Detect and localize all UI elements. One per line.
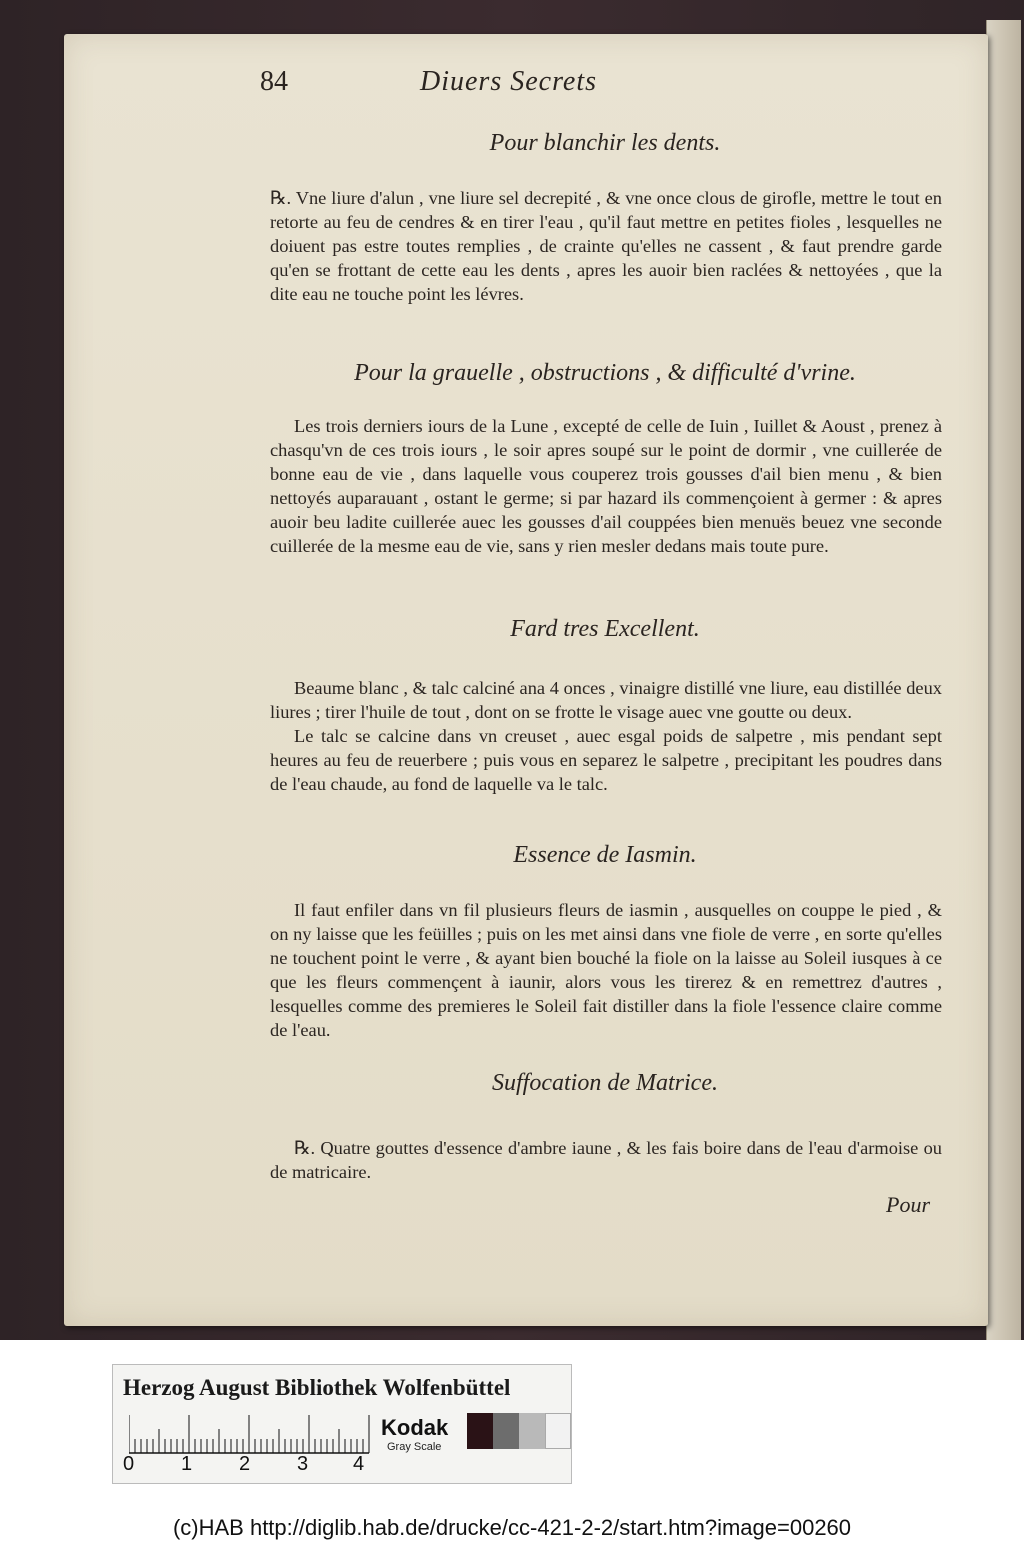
paragraph: Beaume blanc , & talc calciné ana 4 onces , vinaigre distillé vne liure, eau distillée deux liures ; tirer l'huile de tout , dont on se frotte le visage auec vne goutte ou deux. xyxy=(270,678,942,722)
institution-name: Herzog August Bibliothek Wolfenbüttel xyxy=(123,1375,511,1400)
paragraph: ℞. Vne liure d'alun , vne liure sel decrepité , & vne once clous de girofle, mettre le tout en retorte au feu de cendres & en tirer l'eau , qu'il faut mettre en petites fioles , lesquelles ne doiuent pas estre toutes remplies , de crainte qu'elles ne cassent , & faut prendre garde qu'en se frottant de cette eau les dents , apres les auoir bien raclées & nettoyées , que la dite eau ne touche point les lévres. xyxy=(270,188,942,304)
scale-number: 2 xyxy=(239,1453,251,1475)
section-heading: Pour la grauelle , obstructions , & difficulté d'vrine. xyxy=(354,360,856,386)
section-body xyxy=(270,676,942,796)
scale-number: 0 xyxy=(123,1453,135,1475)
copyright-footer: (c)HAB http://diglib.hab.de/drucke/cc-421-2-2/start.htm?image=00260 xyxy=(172,1515,852,1540)
page-number: 84 xyxy=(260,66,288,97)
running-head xyxy=(260,66,660,106)
paragraph: Il faut enfiler dans vn fil plusieurs fleurs de iasmin , ausquelles on couppe le pied , & on ny laisse que les feüilles ; puis on les met ainsi dans vne fiole de verre , en sorte qu'elles ne touchent point le verre , & ayant bien bouché la fiole on la laisse au Soleil iusques à ce que les fleurs commençent à iaunir, alors vous les tirerez & en remettrez d'autres , lesquelles comme des premieres le Soleil fait distiller dans la fiole l'essence claire comme de l'eau. xyxy=(270,900,942,1040)
paragraph: ℞. Quatre gouttes d'essence d'ambre iaune , & les fais boire dans de l'eau d'armoise ou de matricaire. xyxy=(270,1138,942,1182)
section-heading: Fard tres Excellent. xyxy=(510,616,700,642)
section-heading: Pour blanchir les dents. xyxy=(489,130,721,156)
section-body xyxy=(270,898,942,1042)
gray-scale-label: Gray Scale xyxy=(387,1441,442,1453)
section-heading: Essence de Iasmin. xyxy=(513,842,697,868)
book-spine-edge xyxy=(986,20,1021,1350)
scale-number: 3 xyxy=(297,1453,309,1475)
gray-patch xyxy=(545,1413,571,1449)
running-title: Diuers Secrets xyxy=(420,66,598,97)
section-heading: Suffocation de Matrice. xyxy=(492,1070,718,1096)
scale-number: 4 xyxy=(353,1453,365,1475)
paragraph: Le talc se calcine dans vn creuset , auec esgal poids de salpetre , mis pendant sept heures au feu de reuerbere ; puis vous en separez le salpetre , precipitant les poudres dans de l'eau chaude, au fond de laquelle va le talc. xyxy=(270,726,942,794)
section-body xyxy=(270,1136,942,1184)
catchword: Pour xyxy=(886,1192,930,1217)
paragraph: Les trois derniers iours de la Lune , excepté de celle de Iuin , Iuillet & Aoust , prenez à chasqu'vn de ces trois iours , le soir apres soupé sur le point de dormir , vne cuillerée de bonne eau de vie , dans laquelle vous couperez trois gousses d'ail bien menu , & bien nettoyés auparauant , ostant le germe; si par hazard ils commençoient à germer : & apres auoir beu ladite cuillerée auec les gousses d'ail couppées bien menuës beuez vne seconde cuillerée de la mesme eau de vie, sans y rien mesler dedans mais toute pure. xyxy=(270,416,942,556)
gray-patch xyxy=(519,1413,545,1449)
gray-patch xyxy=(467,1413,493,1449)
kodak-brand: Kodak xyxy=(381,1415,449,1440)
color-calibration-card xyxy=(112,1364,572,1484)
scale-number: 1 xyxy=(181,1453,193,1475)
section-body xyxy=(270,414,942,558)
section-body xyxy=(270,186,942,306)
gray-patch xyxy=(493,1413,519,1449)
